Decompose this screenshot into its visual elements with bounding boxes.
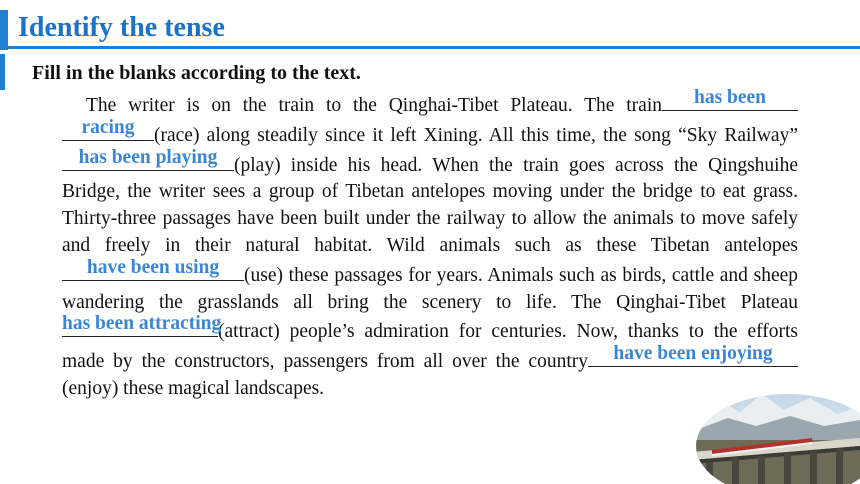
answer-text: racing bbox=[81, 116, 135, 138]
passage-text: (attract) people’s admiration for centuries. Now, thanks to the efforts made by the constructors, passengers from all over the country bbox=[62, 321, 798, 373]
railway-bridge-photo bbox=[692, 380, 860, 484]
answer-text: has been bbox=[693, 87, 767, 108]
exercise-instruction: Fill in the blanks according to the text. bbox=[32, 62, 361, 84]
answer-text: has been playing bbox=[78, 146, 218, 168]
answer-blank-2[interactable] bbox=[62, 146, 234, 171]
answer-blank-1b[interactable] bbox=[62, 116, 154, 141]
answer-text: has been attracting bbox=[62, 313, 222, 335]
answer-blank-1a[interactable] bbox=[662, 87, 798, 111]
reading-passage bbox=[62, 87, 798, 403]
answer-blank-5[interactable] bbox=[588, 343, 798, 367]
answer-text: have been enjoying bbox=[613, 343, 773, 365]
answer-blank-3[interactable] bbox=[62, 256, 244, 281]
passage-text: (play) inside his head. When the train goes across the Qingshuihe Bridge, the writer sees a group of Tibetan antelopes moving under the bridge to eat grass. Thirty-three passages have been built under the railway to allow the animals to move safely and freely in their natural habitat. Wild animals such as these Tibetan antelopes bbox=[62, 154, 798, 256]
page-title: Identify the tense bbox=[18, 12, 225, 43]
passage-text: (race) along steadily since it left Xining. All this time, the song “Sky Railway” bbox=[154, 124, 798, 146]
passage-text: (use) these passages for years. Animals such as birds, cattle and sheep wandering the grasslands all bring the scenery to life. The Qinghai-Tibet Plateau bbox=[62, 264, 798, 313]
answer-text: have been using bbox=[86, 256, 220, 278]
passage-text: (enjoy) these magical landscapes. bbox=[62, 377, 325, 399]
instruction-accent-bar bbox=[0, 54, 5, 90]
title-accent-bar bbox=[0, 10, 8, 50]
title-divider bbox=[8, 46, 860, 49]
passage-text: The writer is on the train to the Qinghai-Tibet Plateau. The train bbox=[86, 95, 662, 116]
answer-blank-4[interactable] bbox=[62, 313, 222, 337]
